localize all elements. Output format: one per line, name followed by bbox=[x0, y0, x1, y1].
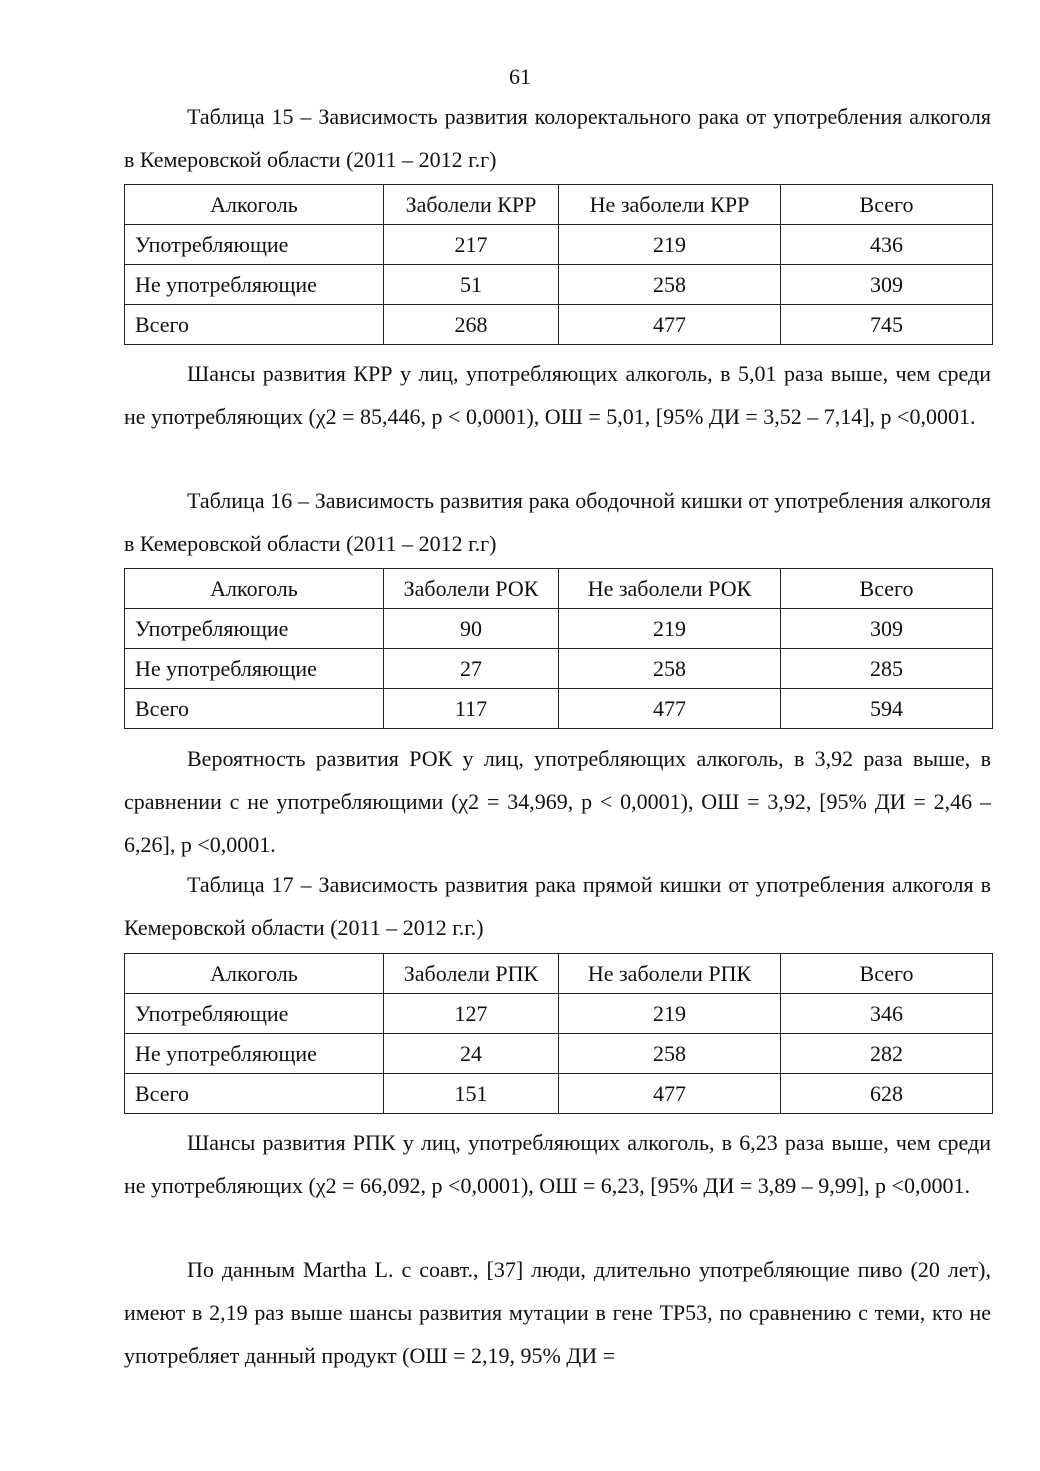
table-cell: 436 bbox=[781, 225, 993, 265]
table-cell: 258 bbox=[559, 265, 781, 305]
table-cell: 477 bbox=[559, 689, 781, 729]
table-header-row bbox=[125, 185, 993, 225]
table-caption-15 bbox=[124, 95, 991, 181]
row-label: Употребляющие bbox=[125, 609, 384, 649]
table-cell: 127 bbox=[384, 994, 559, 1034]
table-header-cell: Алкоголь bbox=[125, 954, 384, 994]
row-label: Всего bbox=[125, 1074, 384, 1114]
table-cell: 268 bbox=[384, 305, 559, 345]
table-cell: 219 bbox=[559, 225, 781, 265]
paragraph-rok bbox=[124, 737, 991, 866]
table-header-cell: Всего bbox=[781, 954, 993, 994]
caption-text: Таблица 15 – Зависимость развития колоректального рака от употребления алкоголя в Кемеровской области (2011 – 2012 г.г) bbox=[124, 104, 991, 172]
table-header-cell: Всего bbox=[781, 185, 993, 225]
table-header-cell: Заболели РПК bbox=[384, 954, 559, 994]
table-cell: 477 bbox=[559, 1074, 781, 1114]
table-header-cell: Алкоголь bbox=[125, 569, 384, 609]
table-cell: 151 bbox=[384, 1074, 559, 1114]
table-cell: 217 bbox=[384, 225, 559, 265]
table-header-row bbox=[125, 954, 993, 994]
table-row bbox=[125, 689, 993, 729]
table-header-cell: Заболели КРР bbox=[384, 185, 559, 225]
data-table-17 bbox=[124, 953, 993, 1114]
paragraph-text: По данным Martha L. с соавт., [37] люди, длительно употребляющие пиво (20 лет), имеют в 2,19 раз выше шансы развития мутации в гене TP53, по сравнению с теми, кто не употребляет данный продукт (ОШ = 2,19, 95% ДИ = bbox=[124, 1257, 991, 1368]
table-row bbox=[125, 1074, 993, 1114]
table-header-cell: Заболели РОК bbox=[384, 569, 559, 609]
paragraph-text: Шансы развития РПК у лиц, употребляющих алкоголь, в 6,23 раза выше, чем среди не употребляющих (χ2 = 66,092, p <0,0001), ОШ = 6,23, [95% ДИ = 3,89 – 9,99], p <0,0001. bbox=[124, 1130, 991, 1198]
table-header-row bbox=[125, 569, 993, 609]
table-caption-17 bbox=[124, 863, 991, 949]
table-caption-16 bbox=[124, 479, 991, 565]
table-header-cell: Не заболели КРР bbox=[559, 185, 781, 225]
table-header-cell: Алкоголь bbox=[125, 185, 384, 225]
table-cell: 285 bbox=[781, 649, 993, 689]
table-cell: 346 bbox=[781, 994, 993, 1034]
table-row bbox=[125, 994, 993, 1034]
table-cell: 117 bbox=[384, 689, 559, 729]
table-cell: 219 bbox=[559, 609, 781, 649]
table-cell: 219 bbox=[559, 994, 781, 1034]
table-cell: 628 bbox=[781, 1074, 993, 1114]
paragraph-final bbox=[124, 1248, 991, 1377]
table-cell: 51 bbox=[384, 265, 559, 305]
table-header-cell: Не заболели РОК bbox=[559, 569, 781, 609]
table-cell: 477 bbox=[559, 305, 781, 345]
table-cell: 282 bbox=[781, 1034, 993, 1074]
table-row bbox=[125, 609, 993, 649]
table-cell: 309 bbox=[781, 609, 993, 649]
table-header-cell: Не заболели РПК bbox=[559, 954, 781, 994]
data-table-16 bbox=[124, 568, 993, 729]
table-header-cell: Всего bbox=[781, 569, 993, 609]
page-number: 61 bbox=[509, 64, 531, 89]
paragraph-text: Вероятность развития РОК у лиц, употребляющих алкоголь, в 3,92 раза выше, в сравнении с не употребляющими (χ2 = 34,969, p < 0,0001), ОШ = 3,92, [95% ДИ = 2,46 – 6,26], p <0,0001. bbox=[124, 746, 991, 857]
row-label: Употребляющие bbox=[125, 225, 384, 265]
table-cell: 90 bbox=[384, 609, 559, 649]
table-cell: 27 bbox=[384, 649, 559, 689]
table-cell: 24 bbox=[384, 1034, 559, 1074]
row-label: Всего bbox=[125, 305, 384, 345]
caption-text: Таблица 17 – Зависимость развития рака прямой кишки от употребления алкоголя в Кемеровской области (2011 – 2012 г.г.) bbox=[124, 872, 991, 940]
paragraph-text: Шансы развития КРР у лиц, употребляющих алкоголь, в 5,01 раза выше, чем среди не употребляющих (χ2 = 85,446, p < 0,0001), ОШ = 5,01, [95% ДИ = 3,52 – 7,14], p <0,0001. bbox=[124, 361, 991, 429]
table-row bbox=[125, 265, 993, 305]
paragraph-rpk bbox=[124, 1121, 991, 1207]
caption-text: Таблица 16 – Зависимость развития рака ободочной кишки от употребления алкоголя в Кемеровской области (2011 – 2012 г.г) bbox=[124, 488, 991, 556]
row-label: Не употребляющие bbox=[125, 1034, 384, 1074]
table-cell: 258 bbox=[559, 649, 781, 689]
table-cell: 309 bbox=[781, 265, 993, 305]
row-label: Всего bbox=[125, 689, 384, 729]
row-label: Не употребляющие bbox=[125, 265, 384, 305]
row-label: Употребляющие bbox=[125, 994, 384, 1034]
table-cell: 594 bbox=[781, 689, 993, 729]
table-row bbox=[125, 1034, 993, 1074]
table-cell: 258 bbox=[559, 1034, 781, 1074]
table-row bbox=[125, 649, 993, 689]
table-row bbox=[125, 225, 993, 265]
table-row bbox=[125, 305, 993, 345]
data-table-15 bbox=[124, 184, 993, 345]
table-cell: 745 bbox=[781, 305, 993, 345]
paragraph-krr bbox=[124, 352, 991, 438]
row-label: Не употребляющие bbox=[125, 649, 384, 689]
